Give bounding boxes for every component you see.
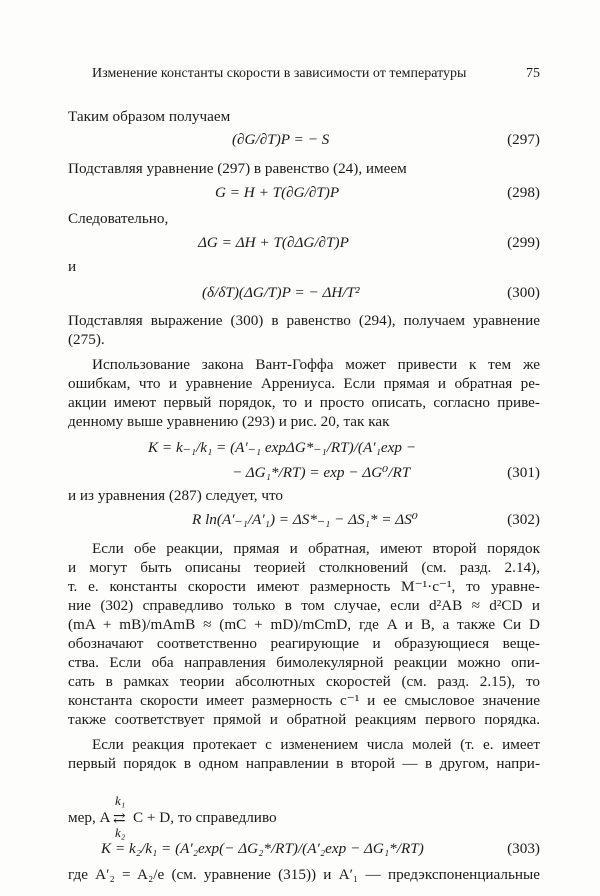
text-line: константа скорости имеет размерность с⁻¹ и ее смысловое значение bbox=[68, 692, 540, 709]
equation-300: (δ/δT)(ΔG/T)P = − ΔH/T² bbox=[202, 284, 360, 301]
text-line: ства. Если оба направления бимолекулярной реакции можно опи- bbox=[68, 654, 540, 671]
text-line: (275). bbox=[68, 331, 105, 348]
text-line: и из уравнения (287) следует, что bbox=[68, 487, 284, 504]
equation-298: G = H + T(∂G/∂T)P bbox=[215, 184, 340, 201]
text-line: ошибкам, что и уравнение Аррениуса. Если прямая и обратная ре- bbox=[68, 375, 540, 392]
text-line: Если реакция протекает с изменением числа молей (т. е. имеет bbox=[92, 736, 540, 753]
equation-number: (297) bbox=[507, 131, 540, 148]
text-line: C + D, то справедливо bbox=[133, 809, 277, 826]
running-header bbox=[92, 66, 540, 86]
equilibrium-arrows-icon: ⇄ bbox=[113, 811, 126, 827]
equation-297: (∂G/∂T)P = − S bbox=[232, 131, 330, 148]
text-line: первый порядок в одном направлении в второй — в другом, напри- bbox=[68, 755, 540, 772]
equation-number: (300) bbox=[507, 284, 540, 301]
equation-number: (301) bbox=[507, 464, 540, 481]
text-line: ние (302) справедливо только в том случае, если d²AB ≈ d²CD и bbox=[68, 597, 540, 614]
text-line: (mA + mB)/mAmB ≈ (mC + mD)/mCmD, где A и B, а также Cи D bbox=[68, 616, 540, 633]
text-line: т. е. константы скорости имеют размерность М⁻¹·с⁻¹, то уравне- bbox=[68, 578, 540, 595]
text-line: Использование закона Вант-Гоффа может привести к тем же bbox=[92, 356, 540, 373]
equation-number: (298) bbox=[507, 184, 540, 201]
text-line: и bbox=[68, 258, 77, 275]
equation-303: K = k₂/k₁ = (A′₂exp(− ΔG₂*/RT)/(A′₂exp − ΔG₁*/RT) bbox=[101, 840, 424, 857]
text-line: сать в рамках теории абсолютных скоростей (см. разд. 2.15), то bbox=[68, 673, 540, 690]
equation-number: (302) bbox=[507, 511, 540, 528]
equation-number: (303) bbox=[507, 840, 540, 857]
text-line: обозначают соответственно реагирующие и образующиеся веще- bbox=[68, 635, 540, 652]
reaction-arrows bbox=[111, 793, 131, 840]
text-line: денному выше уравнению (293) и рис. 20, так как bbox=[68, 413, 390, 430]
rate-constant-reverse: k₂ bbox=[115, 825, 126, 840]
text-line: Таким образом получаем bbox=[68, 108, 231, 125]
text-line: где A′₂ = A₂/e (см. уравнение (315)) и A′₁ — предэкспоненциальные bbox=[68, 866, 540, 883]
equation-301-part2: − ΔG₁*/RT) = exp − ΔG⁰/RT bbox=[232, 464, 411, 481]
text-line: Подставляя уравнение (297) в равенство (24), имеем bbox=[68, 160, 407, 177]
equation-299: ΔG = ΔH + T(∂ΔG/∂T)P bbox=[198, 234, 349, 251]
text-line: и могут быть описаны теорией столкновений (см. разд. 2.14), bbox=[68, 559, 540, 576]
equation-number: (299) bbox=[507, 234, 540, 251]
text-line: Подставляя выражение (300) в равенство (294), получаем уравнение bbox=[68, 312, 540, 329]
text-line: также соответствует прямой и обратной реакциям первого порядка. bbox=[68, 711, 540, 728]
text-line: Следовательно, bbox=[68, 210, 169, 227]
page-number: 75 bbox=[526, 66, 540, 81]
equation-302: R ln(A′₋₁/A′₁) = ΔS*₋₁ − ΔS₁* = ΔS⁰ bbox=[192, 511, 418, 528]
text-line: акции имеют первый порядок, то и просто описать, согласно приве- bbox=[68, 394, 540, 411]
header-title: Изменение константы скорости в зависимости от температуры bbox=[92, 66, 467, 81]
rate-constant-forward: k₁ bbox=[115, 793, 126, 808]
equation-301-part1: K = k₋₁/k₁ = (A′₋₁ expΔG*₋₁/RT)/(A′₁exp − bbox=[148, 439, 416, 456]
text-line: Если обе реакции, прямая и обратная, имеют второй порядок bbox=[92, 540, 540, 557]
text-line: мер, A bbox=[68, 809, 111, 826]
